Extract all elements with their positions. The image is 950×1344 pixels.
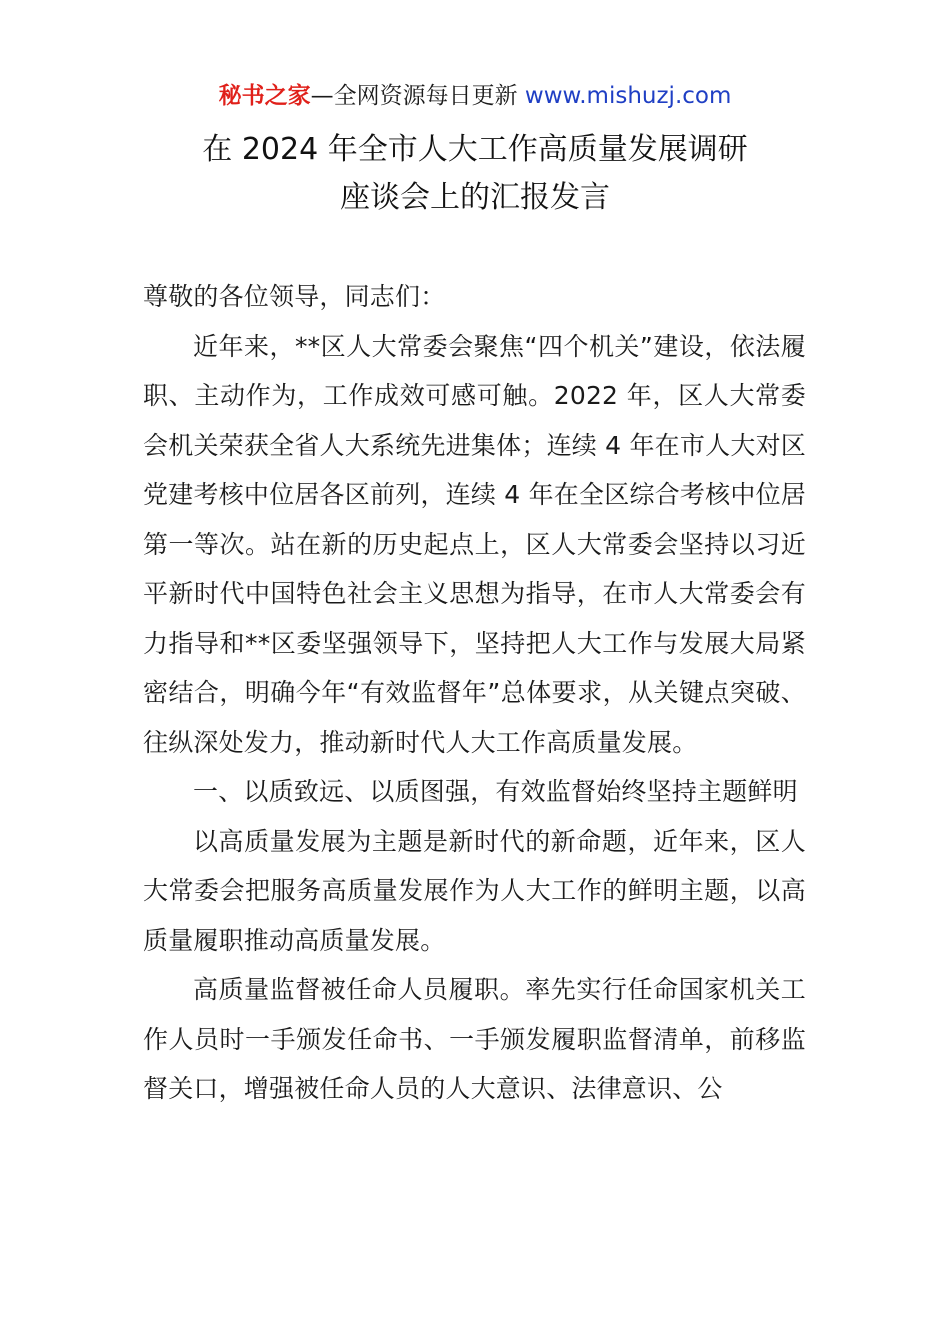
banner-brand: 秘书之家 — [218, 83, 311, 109]
site-banner — [0, 80, 950, 112]
banner-tagline: —全网资源每日更新 — [310, 83, 525, 109]
banner-site-url: www.mishuzj.com — [524, 83, 732, 109]
title-line-2: 座谈会上的汇报发言 — [340, 180, 610, 215]
paragraph-intro: 近年来，**区人大常委会聚焦“四个机关”建设，依法履职、主动作为，工作成效可感可触。2022 年，区人大常委会机关荣获全省人大系统先进集体；连续 4 年在市人大对区党建考核中位居各区前列，连续 4 年在全区综合考核中位居第一等次。站在新的历史起点上，区人大常委会坚持以习近平新时代中国特色社会主义思想为指导，在市人大常委会有力指导和**区委坚强领导下，坚持把人大工作与发展大局紧密结合，明确今年“有效监督年”总体要求，从关键点突破、往纵深处发力，推动新时代人大工作高质量发展。 — [143, 331, 806, 757]
paragraph-theme: 以高质量发展为主题是新时代的新命题，近年来，区人大常委会把服务高质量发展作为人大工作的鲜明主题，以高质量履职推动高质量发展。 — [143, 826, 806, 955]
section-heading-1: 一、以质致远、以质图强，有效监督始终坚持主题鲜明 — [193, 777, 798, 806]
salutation: 尊敬的各位领导，同志们： — [143, 282, 446, 311]
title-line-1: 在 2024 年全市人大工作高质量发展调研 — [202, 132, 748, 167]
paragraph-supervision: 高质量监督被任命人员履职。率先实行任命国家机关工作人员时一手颁发任命书、一手颁发履职监督清单，前移监督关口，增强被任命人员的人大意识、法律意识、公 — [143, 975, 806, 1103]
document-body — [143, 272, 806, 1114]
document-title — [0, 126, 950, 222]
